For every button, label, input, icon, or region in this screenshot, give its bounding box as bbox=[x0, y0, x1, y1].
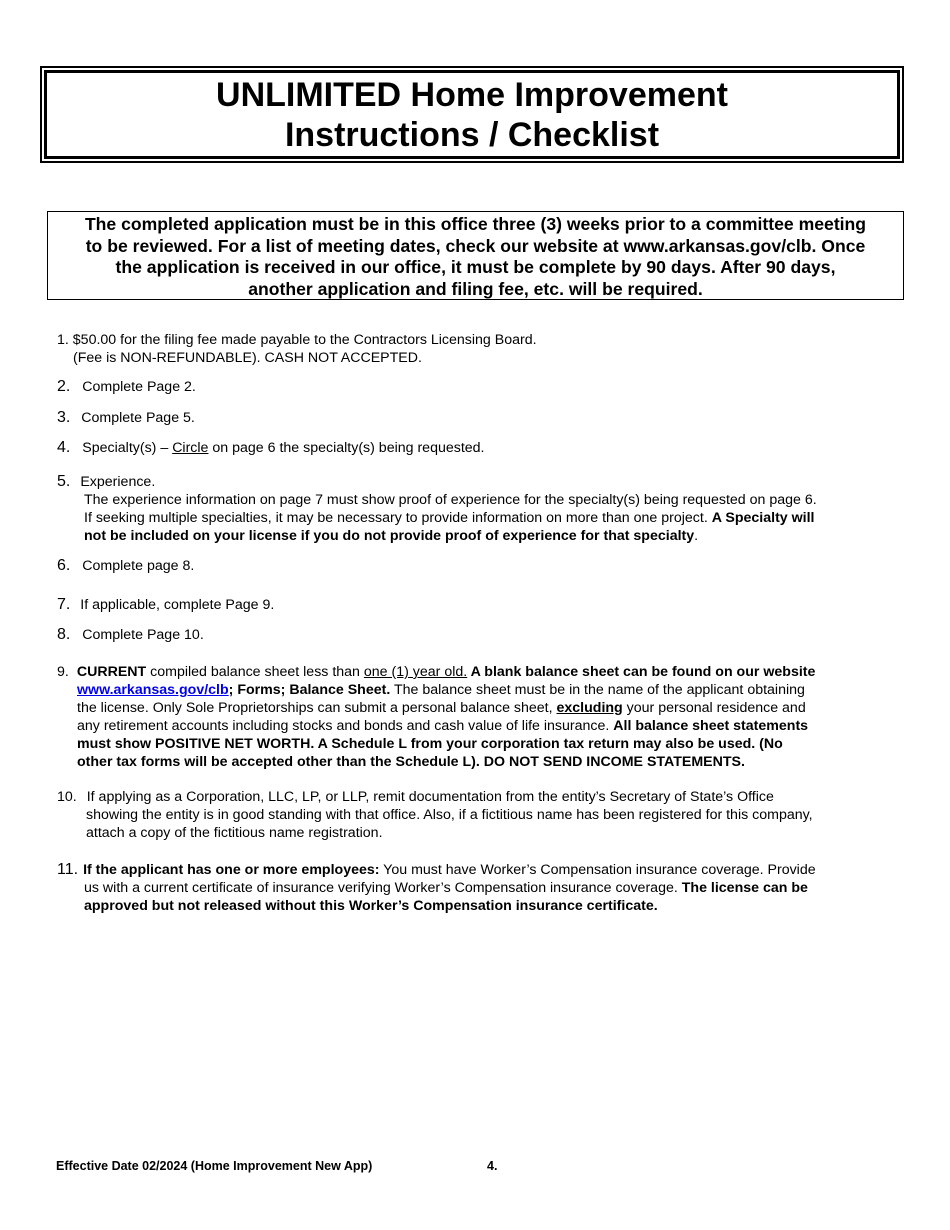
item-number: 6. bbox=[57, 557, 71, 574]
checklist-item-5 bbox=[57, 473, 817, 545]
item-number: 7. bbox=[57, 596, 71, 613]
page-title-line1: UNLIMITED Home Improvement bbox=[216, 75, 728, 114]
item-current: CURRENT bbox=[76, 664, 147, 680]
page-title-line2: Instructions / Checklist bbox=[284, 115, 660, 154]
item-number: 3. bbox=[57, 409, 71, 426]
footer-effective-date: Effective Date 02/2024 (Home Improvement New App) bbox=[56, 1159, 373, 1173]
item-number: 4. bbox=[57, 439, 71, 456]
checklist-item-7 bbox=[57, 596, 274, 614]
checklist-item-3 bbox=[57, 409, 195, 427]
checklist-item-11 bbox=[57, 861, 816, 915]
item-text-line2: (Fee is NON-REFUNDABLE). CASH NOT ACCEPTED. bbox=[73, 350, 422, 366]
item-text-4-bold: All balance sheet statements bbox=[613, 718, 809, 734]
item-text: Complete page 8. bbox=[82, 558, 195, 574]
item-text-line2-bold: A Specialty will bbox=[711, 510, 815, 526]
item-number: 11. bbox=[57, 861, 79, 878]
checklist-item-10 bbox=[57, 788, 813, 842]
item-text-4: any retirement accounts including stocks and bonds and cash value of life insurance. bbox=[77, 718, 614, 734]
item-text: $50.00 for the filing fee made payable to the Contractors Licensing Board. bbox=[72, 332, 537, 348]
notice-line4: another application and filing fee, etc. will be required. bbox=[248, 278, 703, 299]
item-number: 1. bbox=[57, 332, 69, 348]
notice-line1: The completed application must be in this office three (3) weeks prior to a committee meeting bbox=[84, 214, 867, 234]
item-text-line2: showing the entity is in good standing with that office. Also, if a fictitious name has been registered for this company, bbox=[86, 807, 813, 823]
item-text-line3-end: . bbox=[694, 528, 699, 544]
item-text-line3: attach a copy of the fictitious name registration. bbox=[86, 825, 383, 841]
page-number: 4. bbox=[487, 1159, 498, 1173]
item-text-1-underlined: one (1) year old. bbox=[363, 664, 468, 680]
item-text-underlined: Circle bbox=[172, 440, 209, 456]
item-text-3-excluding: excluding bbox=[556, 700, 623, 716]
item-number: 2. bbox=[57, 378, 71, 395]
item-text-3-end: your personal residence and bbox=[622, 700, 806, 716]
checklist-item-9 bbox=[57, 663, 815, 771]
item-text-5-bold: must show POSITIVE NET WORTH. A Schedule L from your corporation tax return may also be used. (No bbox=[77, 736, 783, 752]
checklist-item-1 bbox=[57, 331, 537, 367]
item-text-1-bold: A blank balance sheet can be found on our website bbox=[467, 664, 816, 680]
item-number: 9. bbox=[57, 664, 69, 680]
item-number: 8. bbox=[57, 626, 71, 643]
item-text-line3-bold: not be included on your license if you do not provide proof of experience for that specialty bbox=[84, 528, 695, 544]
item-lead-bold: If the applicant has one or more employees: bbox=[83, 862, 380, 878]
item-text-2: us with a current certificate of insurance verifying Worker’s Compensation insurance coverage. bbox=[84, 880, 682, 896]
item-text: Complete Page 10. bbox=[82, 627, 204, 643]
item-text: Complete Page 5. bbox=[81, 410, 195, 426]
item-text-3: the license. Only Sole Proprietorships can submit a personal balance sheet, bbox=[77, 700, 557, 716]
item-text: Complete Page 2. bbox=[82, 379, 196, 395]
item-text-3-bold: approved but not released without this Worker’s Compensation insurance certificate. bbox=[84, 898, 658, 914]
item-text: If applicable, complete Page 9. bbox=[80, 597, 275, 613]
checklist-item-8 bbox=[57, 626, 204, 644]
title-box bbox=[40, 66, 904, 163]
website-link[interactable]: www.arkansas.gov/clb bbox=[77, 682, 229, 698]
item-text-post: on page 6 the specialty(s) being requested. bbox=[208, 440, 485, 456]
item-text-line2: If seeking multiple specialties, it may be necessary to provide information on more than one project. bbox=[84, 510, 712, 526]
item-number: 5. bbox=[57, 473, 71, 490]
item-text-2-bold: The license can be bbox=[681, 880, 808, 896]
notice-line3: the application is received in our office, it must be complete by 90 days. After 90 days, bbox=[115, 257, 836, 277]
notice-line2: to be reviewed. For a list of meeting dates, check our website at www.arkansas.gov/clb. Once bbox=[85, 235, 866, 256]
item-number: 10. bbox=[57, 789, 77, 805]
item-text-1: compiled balance sheet less than bbox=[146, 664, 364, 680]
item-text-line1: If applying as a Corporation, LLC, LP, or LLP, remit documentation from the entity’s Secretary of State’s Office bbox=[86, 789, 774, 805]
item-text-2-bold: ; Forms; Balance Sheet. bbox=[228, 682, 391, 698]
checklist-item-6 bbox=[57, 557, 194, 575]
item-heading: Experience. bbox=[80, 474, 156, 490]
checklist-item-2 bbox=[57, 378, 196, 396]
item-text-6-bold: other tax forms will be accepted other than the Schedule L). DO NOT SEND INCOME STATEMENTS. bbox=[77, 754, 745, 770]
item-text-pre: Specialty(s) – bbox=[82, 440, 173, 456]
title-inner-border bbox=[44, 70, 900, 159]
checklist-item-4 bbox=[57, 439, 485, 457]
item-text-line1: The experience information on page 7 must show proof of experience for the specialty(s) being requested on page 6. bbox=[84, 492, 817, 508]
notice-box bbox=[47, 211, 904, 300]
item-text-2: The balance sheet must be in the name of the applicant obtaining bbox=[390, 682, 805, 698]
item-text-1: You must have Worker’s Compensation insurance coverage. Provide bbox=[379, 862, 816, 878]
